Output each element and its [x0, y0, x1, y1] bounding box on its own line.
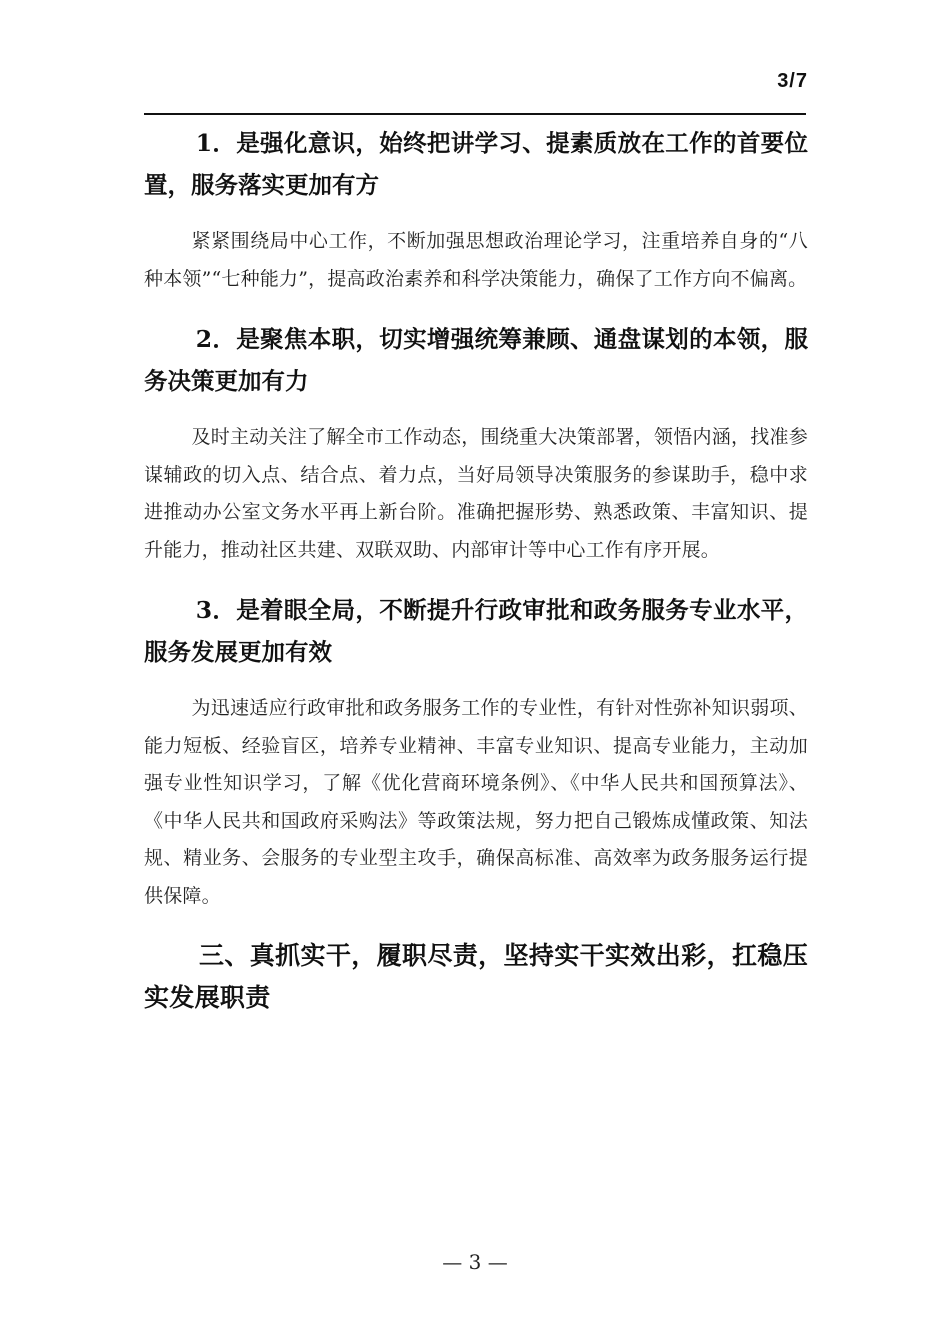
main-section-heading: 三、真抓实干，履职尽责，坚持实干实效出彩，扛稳压实发展职责 [144, 941, 808, 1012]
section-paragraph-1: 紧紧围绕局中心工作，不断加强思想政治理论学习，注重培养自身的“八种本领”“七种能力”，提高政治素养和科学决策能力，确保了工作方向不偏离。 [144, 230, 808, 290]
section-paragraph-3: 为迅速适应行政审批和政务服务工作的专业性，有针对性弥补知识弱项、能力短板、经验盲区，培养专业精神、丰富专业知识、提高专业能力，主动加强专业性知识学习，了解《优化营商环境条例》、《中华人民共和国预算法》、《中华人民共和国政府采购法》等政策法规，努力把自己锻炼成懂政策、知法规、精业务、会服务的专业型主攻手，确保高标准、高效率为政务服务运行提供保障。 [144, 697, 808, 907]
footer-page-number: — 3 — [442, 1250, 508, 1274]
section-heading-1: 1．是强化意识，始终把讲学习、提素质放在工作的首要位置，服务落实更加有方 [144, 129, 808, 199]
document-body [144, 122, 808, 1019]
section-heading-3: 3．是着眼全局，不断提升行政审批和政务服务专业水平，服务发展更加有效 [144, 596, 808, 666]
header-divider [144, 113, 806, 115]
page-indicator: 3/7 [777, 70, 808, 92]
section-heading-2: 2．是聚焦本职，切实增强统筹兼顾、通盘谋划的本领，服务决策更加有力 [144, 325, 808, 395]
section-paragraph-2: 及时主动关注了解全市工作动态，围绕重大决策部署，领悟内涵，找准参谋辅政的切入点、结合点、着力点，当好局领导决策服务的参谋助手，稳中求进推动办公室文务水平再上新台阶。准确把握形势、熟悉政策、丰富知识、提升能力，推动社区共建、双联双助、内部审计等中心工作有序开展。 [144, 426, 808, 561]
